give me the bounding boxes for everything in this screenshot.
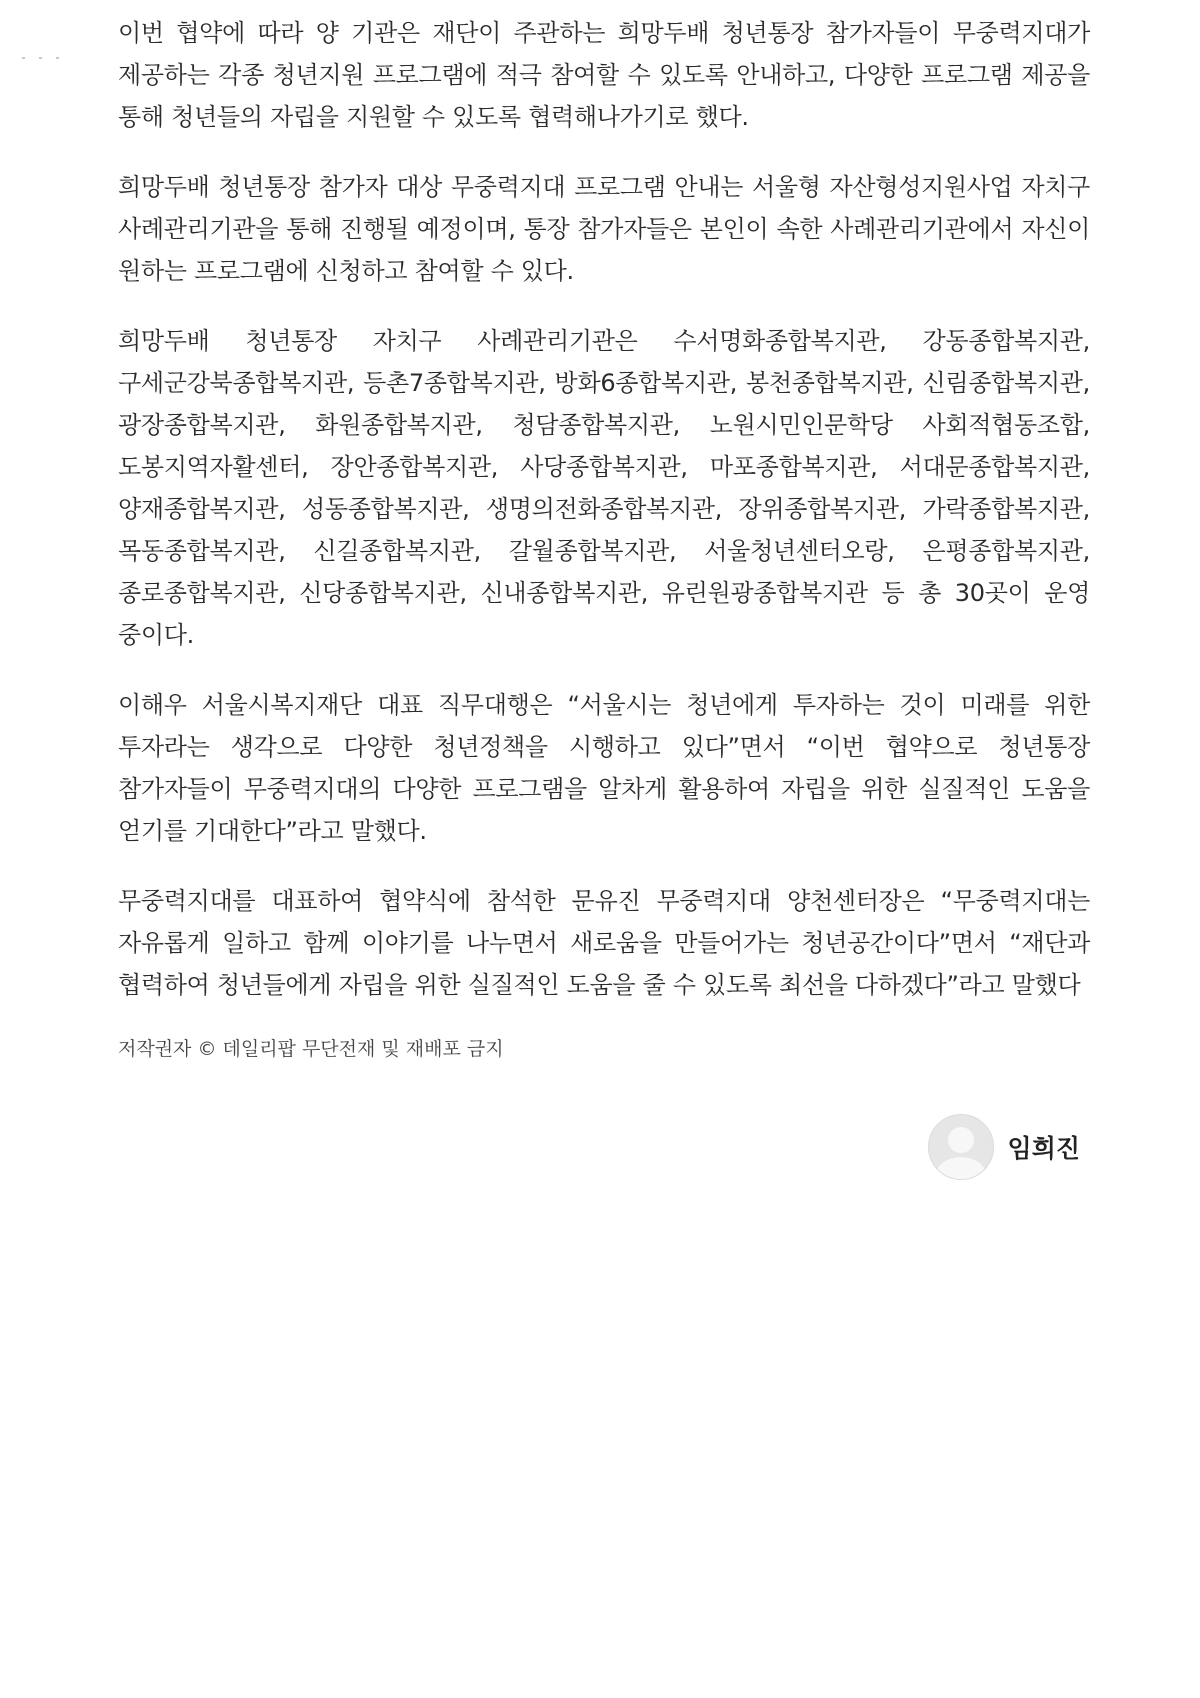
article-body [118,12,1090,1064]
avatar-head-shape [948,1127,974,1153]
author-byline[interactable] [928,1114,1080,1180]
avatar-shoulders-shape [936,1157,986,1180]
article-paragraph-4: 이해우 서울시복지재단 대표 직무대행은 “서울시는 청년에게 투자하는 것이 미래를 위한 투자라는 생각으로 다양한 청년정책을 시행하고 있다”면서 “이번 협약으로 청년통장 참가자들이 무중력지대의 다양한 프로그램을 알차게 활용하여 자립을 위한 실질적인 도움을 얻기를 기대한다”라고 말했다. [118,691,1090,845]
article-paragraph-2: 희망두배 청년통장 참가자 대상 무중력지대 프로그램 안내는 서울형 자산형성지원사업 자치구 사례관리기관을 통해 진행될 예정이며, 통장 참가자들은 본인이 속한 사례관리기관에서 자신이 원하는 프로그램에 신청하고 참여할 수 있다. [118,173,1090,285]
author-name[interactable]: 임희진 [1007,1134,1080,1163]
article-paragraph-3: 희망두배 청년통장 자치구 사례관리기관은 수서명화종합복지관, 강동종합복지관, 구세군강북종합복지관, 등촌7종합복지관, 방화6종합복지관, 봉천종합복지관, 신림종합복지관, 광장종합복지관, 화원종합복지관, 청담종합복지관, 노원시민인문학당 사회적협동조합, 도봉지역자활센터, 장안종합복지관, 사당종합복지관, 마포종합복지관, 서대문종합복지관, 양재종합복지관, 성동종합복지관, 생명의전화종합복지관, 장위종합복지관, 가락종합복지관, 목동종합복지관, 신길종합복지관, 갈월종합복지관, 서울청년센터오랑, 은평종합복지관, 종로종합복지관, 신당종합복지관, 신내종합복지관, 유린원광종합복지관 등 총 30곳이 운영 중이다. [118,327,1090,649]
scan-artifact [22,44,92,48]
article-paragraph-5: 무중력지대를 대표하여 협약식에 참석한 문유진 무중력지대 양천센터장은 “무중력지대는 자유롭게 일하고 함께 이야기를 나누면서 새로움을 만들어가는 청년공간이다”면서 “재단과 협력하여 청년들에게 자립을 위한 실질적인 도움을 줄 수 있도록 최선을 다하겠다”라고 말했다 [118,887,1090,999]
copyright-notice: 저작권자 © 데일리팝 무단전재 및 재배포 금지 [118,1038,504,1060]
article-paragraph-1: 이번 협약에 따라 양 기관은 재단이 주관하는 희망두배 청년통장 참가자들이 무중력지대가 제공하는 각종 청년지원 프로그램에 적극 참여할 수 있도록 안내하고, 다양한 프로그램 제공을 통해 청년들의 자립을 지원할 수 있도록 협력해나가기로 했다. [118,19,1090,131]
default-user-avatar-icon[interactable] [928,1114,994,1180]
